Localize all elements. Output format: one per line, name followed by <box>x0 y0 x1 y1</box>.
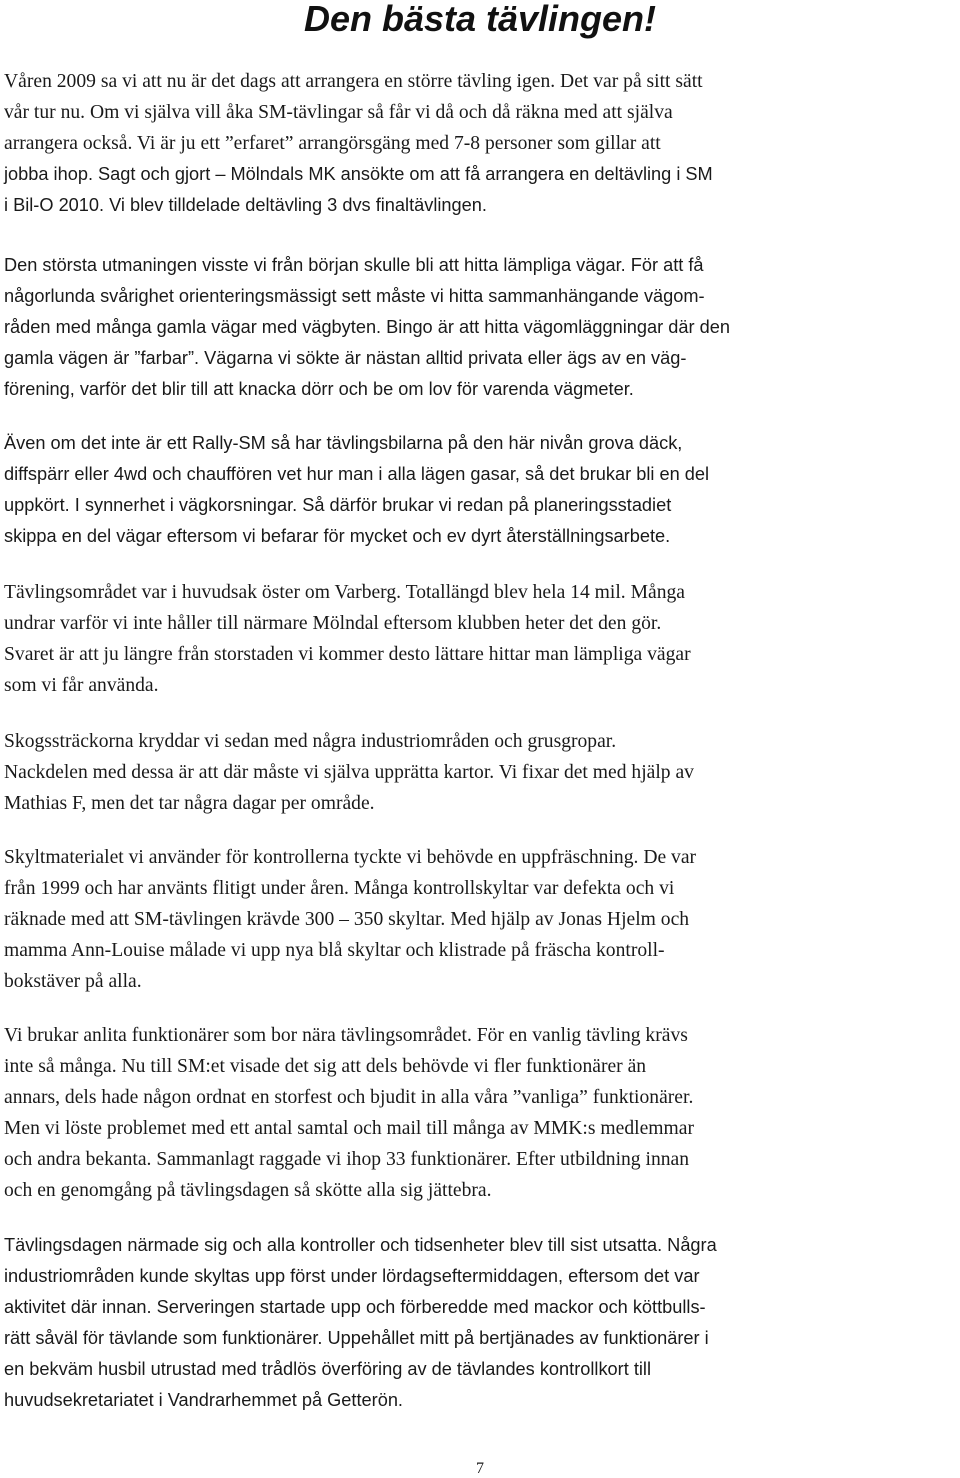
text-line: diffspärr eller 4wd och chauffören vet hur man i alla lägen gasar, så det brukar bli en del <box>4 464 710 484</box>
text-line: Svaret är att ju längre från storstaden vi kommer desto lättare hittar man lämpliga vägar <box>4 644 691 665</box>
text-line: i Bil-O 2010. Vi blev tilldelade deltävling 3 dvs finaltävlingen. <box>4 195 487 215</box>
text-line: rätt såväl för tävlande som funktionärer. Uppehållet mitt på bertjänades av funktionärer i <box>4 1328 709 1348</box>
text-line: räknade med att SM-tävlingen krävde 300 – 350 skyltar. Med hjälp av Jonas Hjelm och <box>4 909 690 930</box>
text-line: Våren 2009 sa vi att nu är det dags att arrangera en större tävling igen. Det var på sitt sätt <box>4 71 703 92</box>
text-line: Men vi löste problemet med ett antal samtal och mail till många av MMK:s medlemmar <box>4 1118 694 1139</box>
text-line: mamma Ann-Louise målade vi upp nya blå skyltar och klistrade på fräscha kontroll- <box>4 940 665 961</box>
text-line: och andra bekanta. Sammanlagt raggade vi ihop 33 funktionärer. Efter utbildning innan <box>4 1149 690 1170</box>
text-line: aktivitet där innan. Serveringen startade upp och förberedde med mackor och köttbulls- <box>4 1297 706 1317</box>
text-line: Även om det inte är ett Rally-SM så har tävlingsbilarna på den här nivån grova däck, <box>4 433 683 453</box>
paragraph-officials <box>4 1020 954 1206</box>
text-line: och en genomgång på tävlingsdagen så skötte alla sig jättebra. <box>4 1180 492 1201</box>
paragraph-challenge <box>4 250 954 405</box>
paragraph-cars <box>4 428 954 552</box>
text-line: Den största utmaningen visste vi från början skulle bli att hitta lämpliga vägar. För att få <box>4 255 704 275</box>
text-line: jobba ihop. Sagt och gjort – Mölndals MK ansökte om att få arrangera en deltävling i SM <box>4 164 713 184</box>
text-line: Skyltmaterialet vi använder för kontrollerna tyckte vi behövde en uppfräschning. De var <box>4 847 697 868</box>
text-line: förening, varför det blir till att knacka dörr och be om lov för varenda vägmeter. <box>4 379 634 399</box>
text-line: Vi brukar anlita funktionärer som bor nära tävlingsområdet. För en vanlig tävling krävs <box>4 1025 688 1046</box>
text-line: råden med många gamla vägar med vägbyten. Bingo är att hitta vägomläggningar där den <box>4 317 730 337</box>
text-line: inte så många. Nu till SM:et visade det sig att dels behövde vi fler funktionärer än <box>4 1056 647 1077</box>
text-line: gamla vägen är ”farbar”. Vägarna vi sökte är nästan alltid privata eller ägs av en väg- <box>4 348 687 368</box>
text-line: som vi får använda. <box>4 675 159 696</box>
text-line: Nackdelen med dessa är att där måste vi själva upprätta kartor. Vi fixar det med hjälp av <box>4 762 694 783</box>
text-line: Tävlingsdagen närmade sig och alla kontroller och tidsenheter blev till sist utsatta. Några <box>4 1235 717 1255</box>
text-line: industriområden kunde skyltas upp först under lördagseftermiddagen, eftersom det var <box>4 1266 700 1286</box>
text-line: någorlunda svårighet orienteringsmässigt sett måste vi hitta sammanhängande vägom- <box>4 286 705 306</box>
text-line: Mathias F, men det tar några dagar per område. <box>4 793 375 814</box>
text-line: Tävlingsområdet var i huvudsak öster om Varberg. Totallängd blev hela 14 mil. Många <box>4 582 685 603</box>
text-line: uppkört. I synnerhet i vägkorsningar. Så därför brukar vi redan på planeringsstadiet <box>4 495 672 515</box>
paragraph-intro <box>4 66 954 221</box>
text-line: undrar varför vi inte håller till närmare Mölndal eftersom klubben heter det den gör. <box>4 613 662 634</box>
text-line: vår tur nu. Om vi själva vill åka SM-tävlingar så får vi då och då räkna med att själva <box>4 102 673 123</box>
text-line: bokstäver på alla. <box>4 971 142 992</box>
text-line: från 1999 och har använts flitigt under åren. Många kontrollskyltar var defekta och vi <box>4 878 675 899</box>
paragraph-race-day <box>4 1230 954 1416</box>
text-line: huvudsekretariatet i Vandrarhemmet på Getterön. <box>4 1390 403 1410</box>
text-line: skippa en del vägar eftersom vi befarar för mycket och ev dyrt återställningsarbete. <box>4 526 671 546</box>
paragraph-forest <box>4 726 954 819</box>
page-number: 7 <box>476 1460 484 1477</box>
text-line: Skogssträckorna kryddar vi sedan med några industriområden och grusgropar. <box>4 731 617 752</box>
page-title: Den bästa tävlingen! <box>303 0 657 39</box>
text-line: en bekväm husbil utrustad med trådlös överföring av de tävlandes kontrollkort till <box>4 1359 651 1379</box>
text-line: arrangera också. Vi är ju ett ”erfaret” arrangörsgäng med 7-8 personer som gillar att <box>4 133 661 154</box>
paragraph-signs <box>4 842 954 997</box>
text-line: annars, dels hade någon ordnat en storfest och bjudit in alla våra ”vanliga” funktionärer. <box>4 1087 694 1108</box>
paragraph-area <box>4 577 954 701</box>
